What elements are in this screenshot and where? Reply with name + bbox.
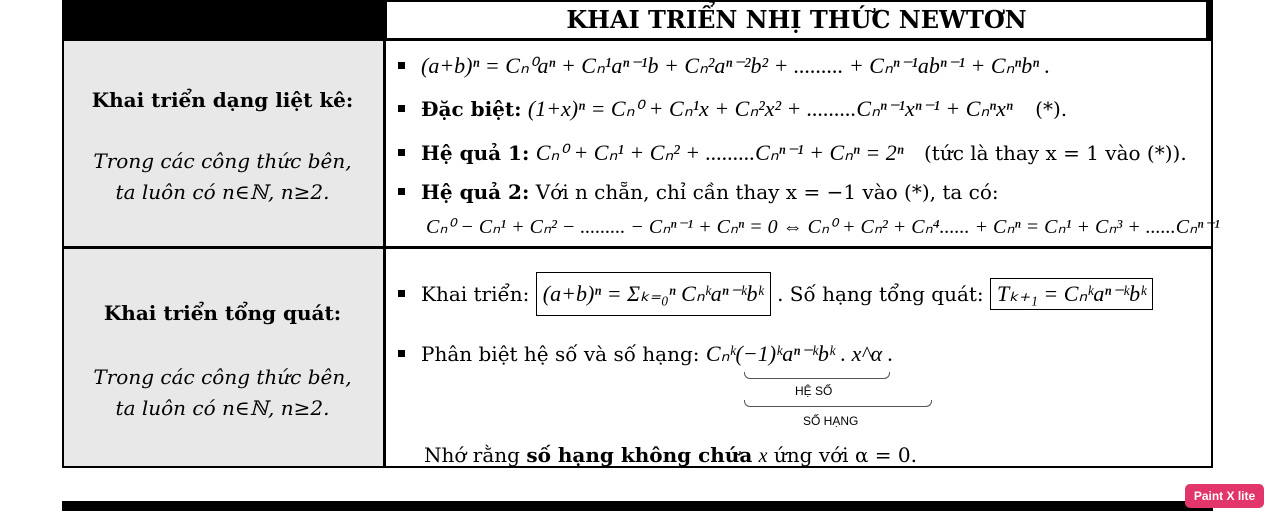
corollary1-note: (tức là thay x = 1 vào (*)). <box>924 141 1187 165</box>
term-brace <box>744 400 932 407</box>
page-title: KHAI TRIỂN NHỊ THỨC NEWTƠN <box>566 5 1027 34</box>
section2-note-2: ta luôn có n∈ℕ, n≥2. <box>115 396 330 420</box>
formula-row-3 <box>398 140 1187 166</box>
distinguish-label: Phân biệt hệ số và số hạng: <box>421 342 700 366</box>
column-divider <box>383 40 386 468</box>
section1-note-2: ta luôn có n∈ℕ, n≥2. <box>115 180 330 204</box>
general-row <box>398 272 1153 316</box>
corollary1-label: Hệ quả 1: <box>421 141 530 165</box>
binomial-expansion: (a+b)ⁿ = Cₙ⁰aⁿ + Cₙ¹aⁿ⁻¹b + Cₙ²aⁿ⁻²b² + ......... + Cₙⁿ⁻¹abⁿ⁻¹ + Cₙⁿbⁿ . <box>421 53 1051 78</box>
formula-row-4 <box>398 180 999 204</box>
corollary1-formula: Cₙ⁰ + Cₙ¹ + Cₙ² + .........Cₙⁿ⁻¹ + Cₙⁿ = 2ⁿ <box>535 140 904 165</box>
term-label: SỐ HẠNG <box>803 414 859 428</box>
expand-label: Khai triển: <box>421 282 530 306</box>
expand-formula: (a+b)ⁿ = Σₖ₌₀ⁿ Cₙᵏaⁿ⁻ᵏbᵏ <box>536 272 771 316</box>
distinguish-formula: Cₙᵏ(−1)ᵏaⁿ⁻ᵏbᵏ . x^α . <box>705 341 894 366</box>
section1-label: Khai triển dạng liệt kê: <box>91 88 354 112</box>
special-formula: (1+x)ⁿ = Cₙ⁰ + Cₙ¹x + Cₙ²x² + .........Cₙⁿ⁻¹xⁿ⁻¹ + Cₙⁿxⁿ <box>527 96 1013 121</box>
bullet-icon <box>398 62 405 69</box>
next-table-edge <box>62 501 1213 511</box>
bullet-icon <box>398 149 405 156</box>
bullet-icon <box>398 105 405 112</box>
paintx-watermark: Paint X lite <box>1185 484 1264 508</box>
coefficient-label: HỆ SỐ <box>795 384 833 398</box>
section1-note-1: Trong các công thức bên, <box>93 149 352 173</box>
corollary2-text: Với n chẵn, chỉ cần thay x = −1 vào (*), ta có: <box>535 180 999 204</box>
corollary2-label: Hệ quả 2: <box>421 180 530 204</box>
general-formula: Tₖ₊₁ = Cₙᵏaⁿ⁻ᵏbᵏ <box>990 278 1153 310</box>
remember-suffix: ứng với α = 0. <box>773 443 917 467</box>
section2-note-1: Trong các công thức bên, <box>93 365 352 389</box>
remember-var: x <box>758 445 768 467</box>
general-label: . Số hạng tổng quát: <box>777 282 984 306</box>
bullet-icon <box>398 290 405 297</box>
bullet-icon <box>398 350 405 357</box>
row-divider <box>62 246 1213 249</box>
formula-row-5 <box>426 214 1220 239</box>
remember-prefix: Nhớ rằng <box>424 443 520 467</box>
distinguish-row <box>398 341 893 367</box>
section2-label: Khai triển tổng quát: <box>103 301 342 325</box>
special-label: Đặc biệt: <box>421 97 522 121</box>
formula-row-1 <box>398 53 1050 79</box>
bullet-icon <box>398 188 405 195</box>
corollary2-formula: Cₙ⁰ − Cₙ¹ + Cₙ² − ......... − Cₙⁿ⁻¹ + Cₙⁿ = 0 ⇔ Cₙ⁰ + Cₙ² + Cₙ⁴...... + Cₙⁿ = Cₙ¹ + Cₙ³ + ......Cₙⁿ⁻¹ <box>426 216 1220 238</box>
title-divider <box>62 38 1213 41</box>
remember-bold: số hạng không chứa <box>526 443 753 467</box>
special-tag: (*). <box>1035 97 1068 121</box>
remember-row <box>424 443 917 468</box>
coefficient-brace <box>744 372 890 379</box>
formula-row-2 <box>398 96 1067 122</box>
